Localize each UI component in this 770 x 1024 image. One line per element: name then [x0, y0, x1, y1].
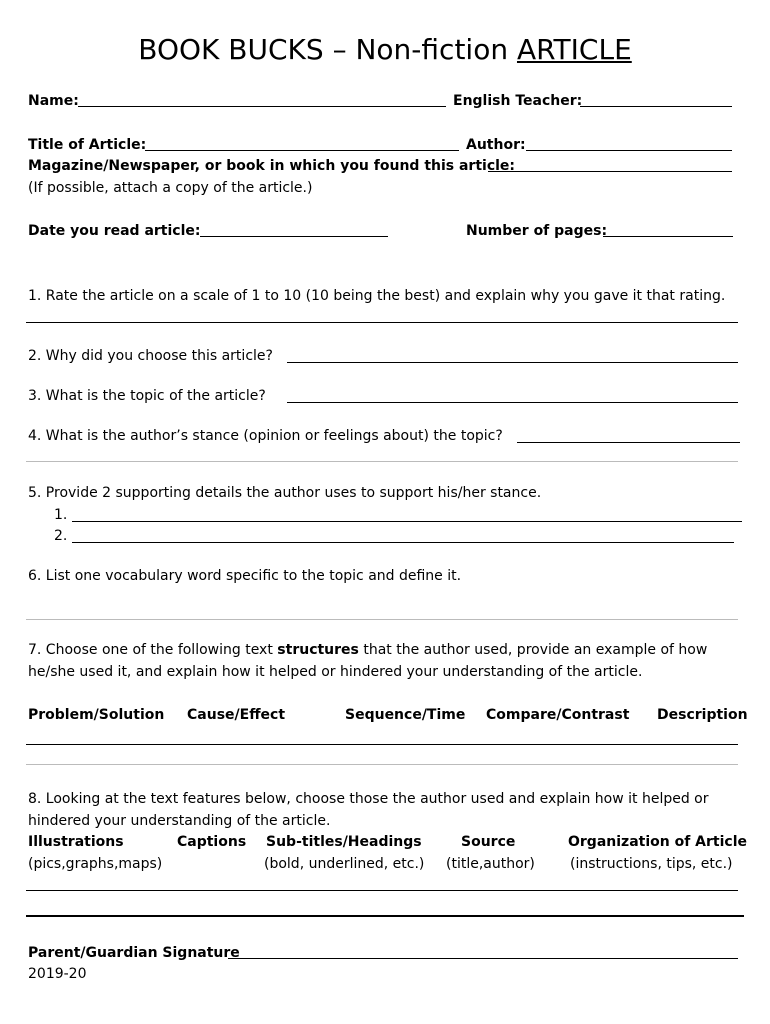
q5-item-1-label: 1. — [54, 507, 68, 523]
answer-line-8[interactable] — [26, 890, 738, 891]
answer-line-7a[interactable] — [26, 744, 738, 745]
q7-text-a: 7. Choose one of the following text — [28, 642, 278, 658]
q5-item-2-label: 2. — [54, 528, 68, 544]
structure-cause-effect: Cause/Effect — [187, 707, 286, 723]
structure-description: Description — [657, 707, 748, 723]
feature-note-subtitles: (bold, underlined, etc.) — [264, 856, 425, 872]
question-1: 1. Rate the article on a scale of 1 to 10 (10 being the best) and explain why you gave it that rating. — [28, 288, 726, 304]
question-7-line-1 — [28, 641, 707, 659]
q7-text-b: that the author used, provide an example of how — [358, 642, 708, 658]
feature-note-source: (title,author) — [446, 856, 535, 872]
question-8-line-2: hindered your understanding of the article. — [28, 813, 331, 829]
date-read-label: Date you read article: — [28, 223, 201, 239]
feature-note-illustrations: (pics,graphs,maps) — [28, 856, 163, 872]
answer-line-2[interactable] — [287, 362, 738, 363]
name-label: Name: — [28, 93, 79, 109]
question-3: 3. What is the topic of the article? — [28, 388, 266, 404]
question-8-line-1: 8. Looking at the text features below, choose those the author used and explain how it helped or — [28, 791, 709, 807]
structure-problem-solution: Problem/Solution — [28, 707, 165, 723]
answer-line-4[interactable] — [517, 442, 740, 443]
question-5: 5. Provide 2 supporting details the author uses to support his/her stance. — [28, 485, 542, 501]
source-field[interactable] — [488, 171, 732, 172]
teacher-field[interactable] — [580, 106, 732, 107]
feature-source: Source — [461, 834, 516, 850]
question-7-line-2: he/she used it, and explain how it helped or hindered your understanding of the article. — [28, 664, 643, 680]
question-6: 6. List one vocabulary word specific to the topic and define it. — [28, 568, 462, 584]
q7-bold: structures — [277, 642, 359, 658]
feature-illustrations: Illustrations — [28, 834, 124, 850]
feature-captions: Captions — [177, 834, 247, 850]
attach-note: (If possible, attach a copy of the article.) — [28, 180, 313, 196]
q5-item-1-field[interactable] — [72, 521, 742, 522]
question-4: 4. What is the author’s stance (opinion or feelings about) the topic? — [28, 428, 503, 444]
structure-sequence-time: Sequence/Time — [345, 707, 466, 723]
answer-line-1[interactable] — [26, 322, 738, 323]
section-divider — [26, 915, 744, 917]
page-title — [0, 32, 770, 68]
name-field[interactable] — [78, 106, 446, 107]
pages-label: Number of pages: — [466, 223, 608, 239]
answer-line-6[interactable] — [26, 619, 738, 620]
structure-compare-contrast: Compare/Contrast — [486, 707, 630, 723]
date-read-field[interactable] — [200, 236, 388, 237]
author-field[interactable] — [526, 150, 732, 151]
signature-field[interactable] — [228, 958, 738, 959]
pages-field[interactable] — [603, 236, 733, 237]
feature-subtitles: Sub-titles/Headings — [266, 834, 422, 850]
q5-item-2-field[interactable] — [72, 542, 734, 543]
answer-line-4b[interactable] — [26, 461, 738, 462]
feature-note-organization: (instructions, tips, etc.) — [570, 856, 733, 872]
answer-line-7b[interactable] — [26, 764, 738, 765]
feature-organization: Organization of Article — [568, 834, 747, 850]
source-label: Magazine/Newspaper, or book in which you found this article: — [28, 158, 516, 174]
question-2: 2. Why did you choose this article? — [28, 348, 273, 364]
answer-line-3[interactable] — [287, 402, 738, 403]
title-underlined: ARTICLE — [516, 33, 632, 66]
title-text: BOOK BUCKS – Non-fiction — [138, 33, 517, 66]
author-label: Author: — [466, 137, 526, 153]
teacher-label: English Teacher: — [453, 93, 583, 109]
article-title-field[interactable] — [145, 150, 459, 151]
school-year: 2019-20 — [28, 966, 87, 982]
signature-label: Parent/Guardian Signature — [28, 945, 240, 961]
article-title-label: Title of Article: — [28, 137, 147, 153]
